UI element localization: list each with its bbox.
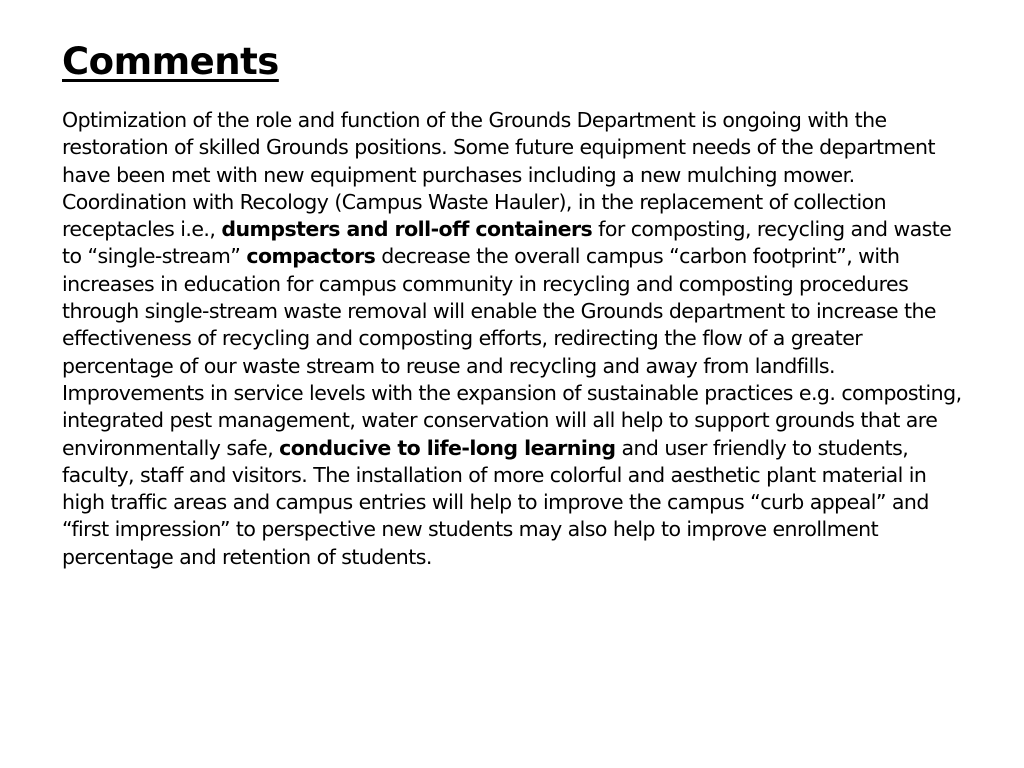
- body-text-segment: Optimization of the role and function of the Grounds Department is ongoing with the restoration of skilled Grounds positions. Some future equipment needs of the department have been met with new equipment purchases including a new mulching mower. Coordination with Recology (Campus Waste Hauler), in the replacement of collection receptacles i.e.,: [62, 108, 935, 242]
- body-text-segment: for composting, recycling and waste to “single-stream”: [62, 217, 952, 269]
- body-text-segment: and user friendly to students, faculty, staff and visitors. The installation of more colorful and aesthetic plant material in high traffic areas and campus entries will help to improve the campus “curb appeal” and “first impression” to perspective new students may also help to improve enrollment percentage and retention of students.: [62, 435, 929, 569]
- bold-phrase-compactors: compactors: [246, 244, 376, 269]
- slide-title: Comments: [62, 40, 279, 83]
- bold-phrase-dumpsters: dumpsters and roll-off containers: [221, 217, 593, 242]
- bold-phrase-life-long-learning: conducive to life-long learning: [279, 435, 616, 460]
- body-text-segment: decrease the overall campus “carbon footprint”, with increases in education for campus community in recycling and composting procedures through single-stream waste removal will enable the Grounds department to increase the effectiveness of recycling and composting efforts, redirecting the flow of a greater percentage of our waste stream to reuse and recycling and away from landfills. Improvements in service levels with the expansion of sustainable practices e.g. composting, integrated pest management, water conservation will all help to support grounds that are environmentally safe,: [62, 244, 962, 460]
- body-paragraph: [62, 107, 962, 571]
